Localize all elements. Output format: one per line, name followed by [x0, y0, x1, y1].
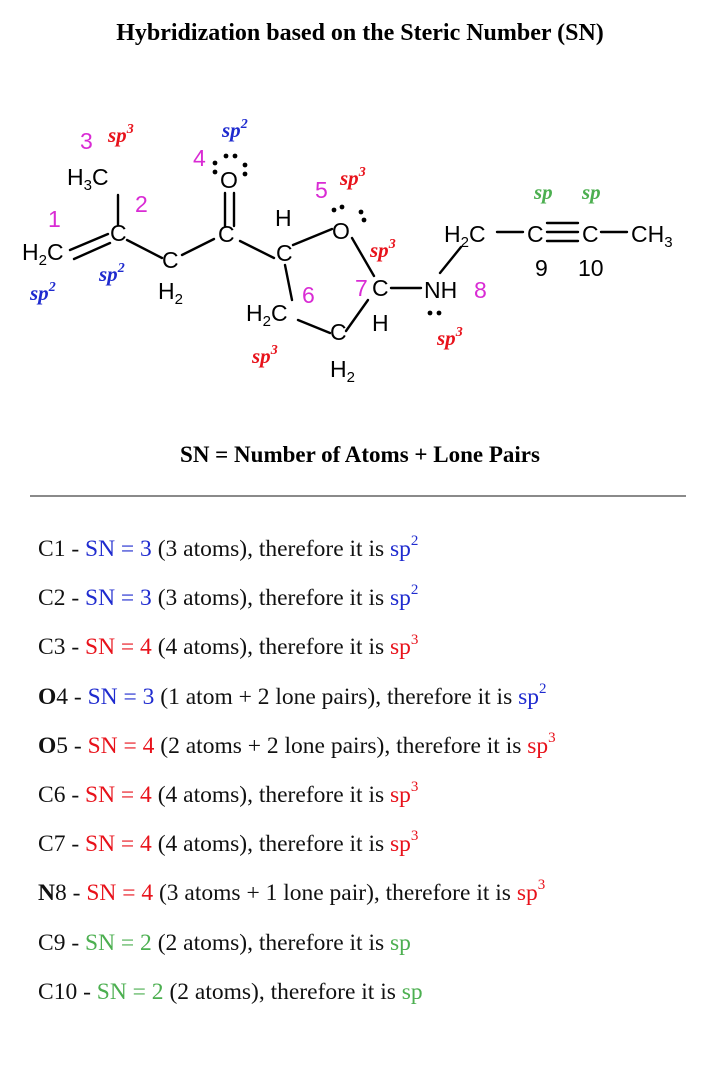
hybridization-result: [390, 631, 419, 661]
sn-value: SN = 4: [85, 781, 152, 808]
hybridization-base: sp: [390, 634, 411, 661]
sn-row: [38, 681, 718, 730]
separator: -: [66, 880, 87, 907]
hybridization-base: sp: [527, 732, 549, 759]
atom-ch2-c: C: [162, 247, 179, 273]
sn-detail: (4 atoms), therefore it is: [151, 831, 391, 858]
atom-letter: O: [38, 732, 57, 759]
sn-detail: (2 atoms), therefore it is: [163, 978, 402, 1005]
atom-number: 6: [53, 781, 66, 808]
hybridization-base: sp: [401, 978, 423, 1005]
sn-value: SN = 3: [87, 683, 155, 710]
sn-row: [38, 533, 718, 582]
hyb-label-n8: sp3: [437, 325, 463, 350]
sn-row: [38, 976, 718, 1025]
atom-o5: O: [332, 218, 350, 244]
separator: -: [77, 978, 97, 1005]
separator: -: [65, 634, 86, 661]
sn-row: [38, 631, 718, 680]
atom-c9: C: [527, 221, 544, 247]
sn-value: SN = 2: [96, 978, 164, 1005]
sn-row: [38, 779, 718, 828]
atom-number: 8: [54, 880, 67, 907]
atom-ring-ch-c: C: [276, 240, 293, 266]
sn-detail: (3 atoms), therefore it is: [151, 585, 391, 612]
hybridization-result: [527, 729, 556, 759]
hyb-label-c10: sp: [582, 180, 601, 204]
atom-ring-h2: H2: [330, 356, 355, 386]
bond-ring-c6: [285, 265, 292, 300]
bond-co-ring: [240, 241, 274, 258]
hybridization-superscript: 3: [548, 729, 556, 746]
hybridization-superscript: 2: [539, 680, 547, 697]
sn-row: [38, 730, 718, 779]
hyb-label-c1: sp2: [30, 280, 56, 305]
sn-explanation-list: [38, 533, 718, 1025]
atom-number: 1: [53, 536, 66, 562]
sn-value: SN = 4: [87, 732, 155, 759]
atom-nh: NH: [424, 277, 458, 303]
sn-value: SN = 3: [85, 536, 152, 562]
atom-c7-h: H: [372, 310, 389, 336]
atom-ring-c-bottom: C: [330, 319, 347, 345]
atom-letter: C: [38, 585, 54, 612]
hyb-label-o5: sp3: [340, 165, 366, 190]
separator: -: [65, 831, 86, 858]
hybridization-superscript: 3: [537, 877, 546, 894]
hybridization-base: sp: [390, 536, 411, 562]
atom-letter: C: [38, 781, 54, 808]
sn-detail: (4 atoms), therefore it is: [151, 781, 391, 808]
hybridization-base: sp: [390, 831, 411, 858]
sn-detail: (1 atom + 2 lone pairs), therefore it is: [154, 683, 519, 710]
bond-n-ch2: [440, 247, 461, 273]
hybridization-superscript: 2: [410, 582, 419, 599]
hybridization-base: sp: [516, 880, 538, 907]
atom-letter: N: [38, 880, 55, 907]
bond-ch2-co: [182, 239, 214, 255]
sn-value: SN = 4: [86, 880, 154, 907]
atom-letter: C: [38, 634, 54, 661]
figure-title: Hybridization based on the Steric Number (SN): [116, 20, 604, 46]
atom-letter: O: [38, 683, 57, 710]
hyb-label-c6: sp3: [252, 343, 278, 368]
atom-numbers: [48, 128, 604, 308]
atom-number: 4: [56, 683, 69, 710]
number-1: 1: [48, 206, 61, 232]
hybridization-base: sp: [390, 929, 411, 956]
number-2: 2: [135, 191, 148, 217]
atom-h2c-c1: H2C: [22, 239, 64, 269]
atom-number: 9: [53, 929, 66, 956]
separator: -: [68, 732, 88, 759]
sn-detail: (3 atoms), therefore it is: [151, 536, 391, 562]
hybridization-result: [390, 779, 419, 808]
atom-carbonyl-c: C: [218, 221, 235, 247]
atom-c7: C: [372, 275, 389, 301]
hybridization-result: [390, 533, 419, 562]
separator: -: [65, 585, 86, 612]
bond-c2-ch2: [127, 240, 162, 258]
bond-ring-o5: [293, 229, 332, 245]
sn-formula: SN = Number of Atoms + Lone Pairs: [180, 442, 540, 467]
separator: -: [68, 683, 88, 710]
atom-letter: C: [38, 978, 54, 1005]
bond-cbot-c7: [346, 300, 368, 331]
divider: [30, 495, 686, 497]
separator: -: [65, 536, 86, 562]
number-8: 8: [474, 277, 487, 303]
atom-c10: C: [582, 221, 599, 247]
hybridization-result: [516, 877, 546, 907]
sn-detail: (2 atoms + 2 lone pairs), therefore it is: [154, 732, 528, 759]
hybridization-superscript: 3: [410, 779, 419, 796]
hybridization-result: [390, 582, 419, 612]
sn-row: [38, 582, 718, 631]
sn-value: SN = 4: [85, 831, 152, 858]
atom-h2c-c6: H2C: [246, 300, 288, 330]
number-4: 4: [193, 145, 206, 171]
atom-letter: C: [38, 831, 54, 858]
atom-letter: C: [38, 536, 54, 562]
atom-h2c-right: H2C: [444, 221, 486, 251]
sn-value: SN = 4: [85, 634, 152, 661]
atom-o4: O: [220, 167, 238, 193]
hyb-label-c9: sp: [534, 180, 553, 204]
number-7: 7: [355, 275, 368, 301]
hyb-label-c2: sp2: [99, 261, 125, 286]
hybridization-result: [518, 680, 547, 710]
sn-detail: (3 atoms + 1 lone pair), therefore it is: [153, 880, 517, 907]
sn-row: [38, 877, 718, 926]
atom-number: 2: [53, 585, 66, 612]
separator: -: [65, 929, 86, 956]
number-5: 5: [315, 177, 328, 203]
bond-c6-cbot: [298, 320, 330, 333]
hyb-label-c3: sp3: [108, 122, 134, 147]
sn-value: SN = 2: [85, 929, 152, 956]
sn-row: [38, 927, 718, 976]
hybridization-base: sp: [518, 683, 540, 710]
hybridization-result: [390, 930, 411, 956]
atom-ch2-h2: H2: [158, 278, 183, 308]
atom-number: 10: [53, 978, 78, 1005]
separator: -: [65, 781, 86, 808]
hyb-label-c7: sp3: [370, 237, 396, 262]
number-6: 6: [302, 282, 315, 308]
number-3: 3: [80, 128, 93, 154]
hybridization-superscript: 3: [410, 828, 419, 845]
atom-letter: C: [38, 929, 54, 956]
hybridization-result: [402, 979, 423, 1005]
sn-row: [38, 828, 718, 877]
hyb-label-o4: sp2: [222, 117, 248, 142]
atom-number: 7: [53, 831, 66, 858]
sn-detail: (2 atoms), therefore it is: [151, 929, 391, 956]
hybridization-result: [390, 828, 419, 858]
hybridization-superscript: 3: [410, 631, 419, 648]
atom-h3c-c3: H3C: [67, 164, 109, 194]
sn-value: SN = 3: [85, 585, 152, 612]
molecule-structure: [0, 95, 720, 435]
atom-number: 5: [56, 732, 69, 759]
sn-detail: (4 atoms), therefore it is: [151, 634, 391, 661]
hybridization-superscript: 2: [410, 533, 419, 550]
hybridization-base: sp: [390, 585, 411, 612]
atom-ring-ch-h: H: [275, 205, 292, 231]
atom-ch3: CH3: [631, 221, 673, 251]
hybridization-base: sp: [390, 781, 411, 808]
number-9: 9: [535, 255, 548, 281]
atom-c2: C: [110, 220, 127, 246]
atom-number: 3: [53, 634, 66, 661]
number-10: 10: [578, 255, 604, 281]
